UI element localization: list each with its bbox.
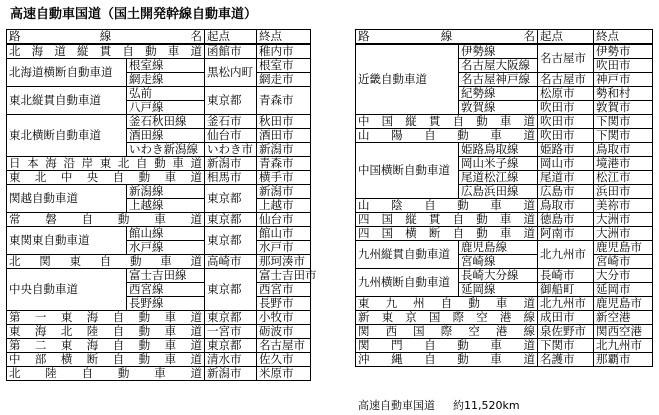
- route-name: 四国横断自動車道: [356, 227, 538, 241]
- table-row: [7, 353, 311, 367]
- footer-label: 高速自動車国道: [358, 399, 435, 412]
- end-point: 大洲市: [594, 213, 653, 227]
- end-point: 酒田市: [257, 129, 311, 143]
- end-point: 神戸市: [594, 73, 653, 87]
- table-row: [7, 311, 311, 325]
- route-name: 近畿自動車道: [356, 44, 459, 115]
- table-row: [356, 353, 653, 367]
- start-point: 高崎市: [205, 255, 257, 269]
- route-name: 中央自動車道: [7, 269, 127, 311]
- end-point: 小牧市: [257, 311, 311, 325]
- table-header: [7, 30, 311, 45]
- start-point: 下関市: [538, 339, 594, 353]
- route-name: 北海道横断自動車道: [7, 59, 127, 87]
- branch-name: 紀勢線: [459, 87, 538, 101]
- route-name: 四国縦貫自動車道: [356, 213, 538, 227]
- end-point: 那覇市: [594, 353, 653, 367]
- table-row: [356, 115, 653, 129]
- end-point: 宮崎市: [594, 255, 653, 269]
- table-row: [356, 339, 653, 353]
- branch-name: 八戸線: [127, 101, 205, 115]
- end-point: 館山市: [257, 227, 311, 241]
- route-name: 北関東自動車道: [7, 255, 205, 269]
- branch-name: 延岡線: [459, 283, 538, 297]
- end-point: 鳥取市: [594, 143, 653, 157]
- table-row: [356, 227, 653, 241]
- branch-name: 広島浜田線: [459, 185, 538, 199]
- start-point: 岡山市: [538, 157, 594, 171]
- end-point: 上越市: [257, 199, 311, 213]
- route-name: 九州縦貫自動車道: [356, 241, 459, 269]
- highway-table-left: [6, 29, 317, 381]
- end-point: 水戸市: [257, 241, 311, 255]
- start-point: 東京都: [205, 339, 257, 353]
- header-route-name: 路 線 名: [356, 30, 538, 45]
- start-point: 成田市: [538, 311, 594, 325]
- table-row: [356, 213, 653, 227]
- route-name: 中部横断自動車道: [7, 353, 205, 367]
- start-point: 黒松内町: [205, 59, 257, 87]
- end-point: 伊勢市: [594, 44, 653, 59]
- route-name: 東北縦貫自動車道: [7, 87, 127, 115]
- start-point: 吹田市: [538, 101, 594, 115]
- end-point: 横手市: [257, 171, 311, 185]
- end-point: 新潟市: [257, 185, 311, 199]
- branch-name: 新潟線: [127, 185, 205, 199]
- end-point: 長野市: [257, 297, 311, 311]
- branch-name: 尾道松江線: [459, 171, 538, 185]
- end-point: 美祢市: [594, 199, 653, 213]
- end-point: 延岡市: [594, 283, 653, 297]
- start-point: 阿南市: [538, 227, 594, 241]
- table-row: [7, 367, 311, 381]
- end-point: 佐久市: [257, 353, 311, 367]
- table-row: [356, 143, 653, 157]
- end-point: 富士吉田市: [257, 269, 311, 283]
- branch-name: 姫路鳥取線: [459, 143, 538, 157]
- start-point: 北九州市: [538, 297, 594, 311]
- start-point: 御船町: [538, 283, 594, 297]
- table-row: [7, 339, 311, 353]
- branch-name: 水戸線: [127, 241, 205, 255]
- branch-name: 釜石秋田線: [127, 115, 205, 129]
- start-point: 松原市: [538, 87, 594, 101]
- end-point: 新空港: [594, 311, 653, 325]
- footer: [358, 397, 538, 413]
- start-point: 東京都: [205, 227, 257, 255]
- end-point: 名古屋市: [257, 339, 311, 353]
- page-title: 高速自動車国道（国土開発幹線自動車道）: [10, 7, 258, 22]
- table-row: [7, 255, 311, 269]
- start-point: 泉佐野市: [538, 325, 594, 339]
- header-start: 起点: [538, 30, 594, 45]
- branch-name: 敦賀線: [459, 101, 538, 115]
- table-row: [356, 199, 653, 213]
- branch-name: 酒田線: [127, 129, 205, 143]
- start-point: 尾道市: [538, 171, 594, 185]
- branch-name: 名古屋神戸線: [459, 73, 538, 87]
- start-point: 徳島市: [538, 213, 594, 227]
- branch-name: 網走線: [127, 73, 205, 87]
- branch-name: 宮崎線: [459, 255, 538, 269]
- end-point: 浜田市: [594, 185, 653, 199]
- end-point: 西宮市: [257, 283, 311, 297]
- branch-name: 伊勢線: [459, 44, 538, 59]
- route-name: 東海北陸自動車道: [7, 325, 205, 339]
- end-point: 松江市: [594, 171, 653, 185]
- table-row: [7, 157, 311, 171]
- end-point: 青森市: [257, 157, 311, 171]
- branch-name: いわき新潟線: [127, 143, 205, 157]
- start-point: 名古屋市: [538, 73, 594, 87]
- table-row: [356, 311, 653, 325]
- end-point: 仙台市: [257, 213, 311, 227]
- footer-length: 約11,520km: [453, 399, 520, 412]
- route-name: 第一東海自動車道: [7, 311, 205, 325]
- end-point: 鹿児島市: [594, 241, 653, 255]
- branch-name: 富士吉田線: [127, 269, 205, 283]
- route-name: 東北横断自動車道: [7, 115, 127, 157]
- table-row: [7, 213, 311, 227]
- start-point: 相馬市: [205, 171, 257, 185]
- end-point: 敦賀市: [594, 101, 653, 115]
- branch-name: 名古屋大阪線: [459, 59, 538, 73]
- table-header: [356, 30, 653, 45]
- table-row: [7, 325, 311, 339]
- end-point: 境港市: [594, 157, 653, 171]
- route-name: 東九州自動車道: [356, 297, 538, 311]
- table-row: [7, 269, 311, 283]
- header-route-name: 路 線 名: [7, 30, 205, 45]
- end-point: 勢和村: [594, 87, 653, 101]
- route-name: 関門自動車道: [356, 339, 538, 353]
- header-end: 終点: [594, 30, 653, 45]
- start-point: 長崎市: [538, 269, 594, 283]
- end-point: 米原市: [257, 367, 311, 381]
- table-row: [356, 241, 653, 255]
- table-row: [7, 115, 311, 129]
- end-point: 下関市: [594, 129, 653, 143]
- start-point: 東京都: [205, 185, 257, 213]
- start-point: 吹田市: [538, 115, 594, 129]
- end-point: 青森市: [257, 87, 311, 115]
- route-name: 第二東海自動車道: [7, 339, 205, 353]
- end-point: 根室市: [257, 59, 311, 73]
- end-point: 北九州市: [594, 339, 653, 353]
- route-name: 中国横断自動車道: [356, 143, 459, 199]
- route-name: 関西国際空港線: [356, 325, 538, 339]
- route-name: 北海道縦貫自動車道: [7, 44, 205, 59]
- route-name: 山陽自動車道: [356, 129, 538, 143]
- table-row: [7, 227, 311, 241]
- branch-name: 西宮線: [127, 283, 205, 297]
- route-name: 東関東自動車道: [7, 227, 127, 255]
- end-point: 新潟市: [257, 143, 311, 157]
- table-row: [356, 297, 653, 311]
- branch-name: 長崎大分線: [459, 269, 538, 283]
- route-name: 中国縦貫自動車道: [356, 115, 538, 129]
- start-point: 新潟市: [205, 367, 257, 381]
- start-point: 北九州市: [538, 241, 594, 269]
- branch-name: 上越線: [127, 199, 205, 213]
- header-end: 終点: [257, 30, 311, 45]
- table-row: [7, 185, 311, 199]
- table-row: [356, 269, 653, 283]
- table-row: [356, 325, 653, 339]
- end-point: 砺波市: [257, 325, 311, 339]
- branch-name: 根室線: [127, 59, 205, 73]
- route-name: 九州横断自動車道: [356, 269, 459, 297]
- end-point: 稚内市: [257, 44, 311, 59]
- start-point: 東京都: [205, 213, 257, 227]
- branch-name: 鹿児島線: [459, 241, 538, 255]
- start-point: 新潟市: [205, 157, 257, 171]
- start-point: 吹田市: [538, 129, 594, 143]
- end-point: 那珂湊市: [257, 255, 311, 269]
- start-point: 函館市: [205, 44, 257, 59]
- start-point: 東京都: [205, 311, 257, 325]
- start-point: 東京都: [205, 87, 257, 115]
- table-row: [356, 44, 653, 59]
- table-row: [7, 59, 311, 73]
- end-point: 大洲市: [594, 227, 653, 241]
- end-point: 鹿児島市: [594, 297, 653, 311]
- end-point: 関西空港: [594, 325, 653, 339]
- start-point: 広島市: [538, 185, 594, 199]
- end-point: 吹田市: [594, 59, 653, 73]
- start-point: 東京都: [205, 269, 257, 311]
- start-point: いわき市: [205, 143, 257, 157]
- route-name: 関越自動車道: [7, 185, 127, 213]
- start-point: 一宮市: [205, 325, 257, 339]
- route-name: 北陸自動車道: [7, 367, 205, 381]
- branch-name: 長野線: [127, 297, 205, 311]
- header-start: 起点: [205, 30, 257, 45]
- table-row: [356, 129, 653, 143]
- route-name: 新東京国際空港線: [356, 311, 538, 325]
- branch-name: 岡山米子線: [459, 157, 538, 171]
- route-name: 東北中央自動車道: [7, 171, 205, 185]
- start-point: 鳥取市: [538, 199, 594, 213]
- branch-name: 弘前: [127, 87, 205, 101]
- route-name: 沖縄自動車道: [356, 353, 538, 367]
- table-row: [7, 44, 311, 59]
- route-name: 山陰自動車道: [356, 199, 538, 213]
- table-row: [7, 171, 311, 185]
- start-point: 清水市: [205, 353, 257, 367]
- start-point: 姫路市: [538, 143, 594, 157]
- end-point: 網走市: [257, 73, 311, 87]
- route-name: 常磐自動車道: [7, 213, 205, 227]
- branch-name: 館山線: [127, 227, 205, 241]
- end-point: 下関市: [594, 115, 653, 129]
- start-point: 名古屋市: [538, 44, 594, 73]
- table-row: [7, 87, 311, 101]
- end-point: 秋田市: [257, 115, 311, 129]
- highway-table-right: [355, 29, 653, 367]
- end-point: 大分市: [594, 269, 653, 283]
- start-point: 釜石市: [205, 115, 257, 129]
- route-name: 日本海沿岸東北自動車道: [7, 157, 205, 171]
- start-point: 名護市: [538, 353, 594, 367]
- start-point: 仙台市: [205, 129, 257, 143]
